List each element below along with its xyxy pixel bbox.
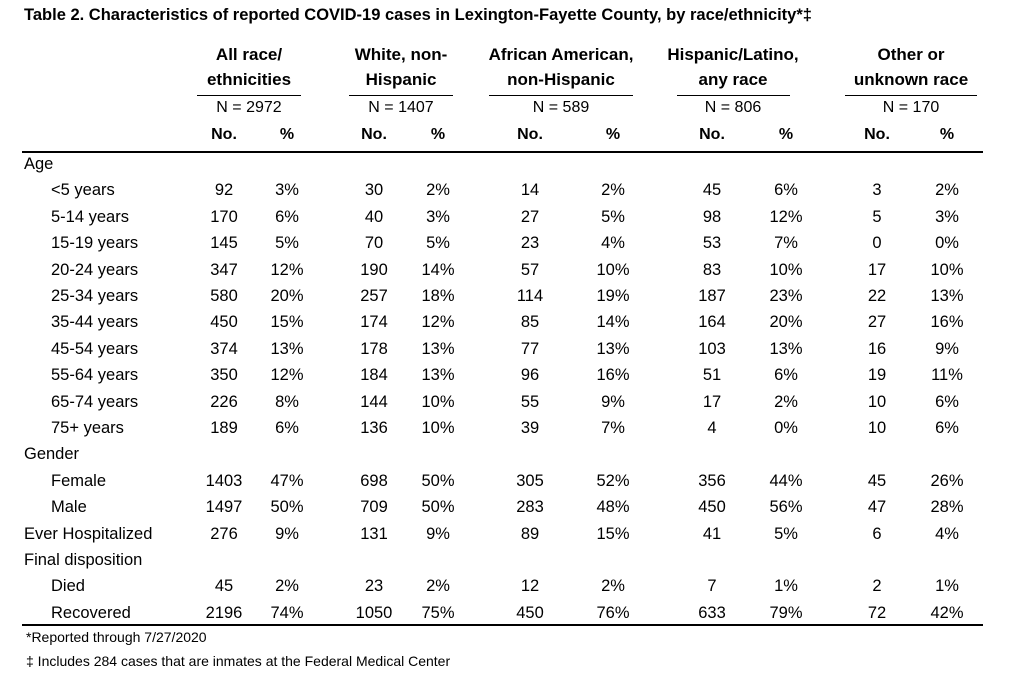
cell-percent: 12% bbox=[270, 366, 304, 385]
cell-count: 350 bbox=[210, 366, 238, 385]
col-header-pct: % bbox=[778, 126, 794, 143]
cell-count: 53 bbox=[702, 234, 722, 253]
group-header-3 bbox=[471, 42, 651, 92]
cell-percent: 6% bbox=[935, 392, 959, 411]
group-n: N = 806 bbox=[704, 99, 762, 116]
cell-count: 226 bbox=[210, 392, 238, 411]
cell-percent: 16% bbox=[596, 366, 630, 385]
group-header-line2: unknown race bbox=[853, 70, 969, 89]
group-header-line2: non-Hispanic bbox=[507, 70, 615, 89]
cell-percent: 50% bbox=[270, 498, 304, 517]
col-header-no: No. bbox=[211, 126, 237, 143]
cell-count: 89 bbox=[520, 524, 540, 543]
cell-percent: 13% bbox=[421, 366, 455, 385]
group-underline bbox=[489, 95, 633, 96]
cell-percent: 7% bbox=[774, 234, 798, 253]
cell-percent: 23% bbox=[769, 287, 803, 305]
cell-count: 51 bbox=[702, 366, 722, 385]
cell-percent: 12% bbox=[769, 207, 803, 226]
row-label: <5 years bbox=[51, 181, 115, 200]
cell-count: 57 bbox=[520, 260, 540, 279]
cell-percent: 16% bbox=[930, 313, 964, 332]
cell-percent: 13% bbox=[769, 339, 803, 358]
cell-count: 347 bbox=[210, 260, 238, 279]
cell-count: 136 bbox=[360, 419, 388, 437]
cell-percent: 4% bbox=[935, 524, 959, 543]
cell-count: 170 bbox=[210, 207, 238, 226]
cell-count: 450 bbox=[516, 603, 544, 622]
table-row bbox=[0, 601, 1024, 627]
cell-percent: 14% bbox=[421, 260, 455, 279]
cell-count: 5 bbox=[872, 207, 882, 226]
table-row bbox=[0, 574, 1024, 600]
group-header-line2: Hispanic bbox=[365, 70, 437, 89]
cell-count: 17 bbox=[867, 260, 887, 279]
cell-count: 1497 bbox=[205, 498, 243, 517]
cell-count: 17 bbox=[702, 392, 722, 411]
section-row bbox=[0, 522, 1024, 548]
cell-count: 27 bbox=[867, 313, 887, 332]
cell-count: 184 bbox=[360, 366, 388, 385]
cell-count: 145 bbox=[210, 234, 238, 253]
cell-count: 0 bbox=[872, 234, 882, 253]
group-header-line1: African American, bbox=[488, 45, 634, 64]
group-header-5 bbox=[821, 42, 1001, 92]
cell-percent: 13% bbox=[596, 339, 630, 358]
cell-count: 4 bbox=[707, 419, 717, 437]
table-row bbox=[0, 284, 1024, 310]
cell-percent: 10% bbox=[769, 260, 803, 279]
table-title: Table 2. Characteristics of reported COVID-19 cases in Lexington-Fayette County, by race/ethnicity*‡ bbox=[24, 6, 812, 24]
group-underline bbox=[845, 95, 977, 96]
cell-percent: 10% bbox=[421, 419, 455, 437]
cell-percent: 0% bbox=[935, 234, 959, 253]
col-header-pct: % bbox=[279, 126, 295, 143]
group-n: N = 1407 bbox=[368, 99, 434, 116]
cell-percent: 9% bbox=[426, 524, 450, 543]
group-underline bbox=[677, 95, 790, 96]
cell-count: 305 bbox=[516, 471, 544, 490]
row-label: Died bbox=[51, 577, 85, 596]
cell-count: 23 bbox=[364, 577, 384, 596]
row-label: Gender bbox=[24, 445, 80, 464]
cell-percent: 26% bbox=[930, 471, 964, 490]
cell-count: 14 bbox=[520, 181, 540, 200]
row-label: 5-14 years bbox=[51, 207, 129, 226]
cell-count: 257 bbox=[360, 287, 388, 305]
cell-percent: 6% bbox=[774, 181, 798, 200]
group-n: N = 170 bbox=[882, 99, 940, 116]
group-header-line1: Hispanic/Latino, bbox=[667, 45, 799, 64]
cell-percent: 75% bbox=[421, 603, 455, 622]
cell-count: 16 bbox=[867, 339, 887, 358]
cell-count: 450 bbox=[210, 313, 238, 332]
cell-count: 55 bbox=[520, 392, 540, 411]
table-row bbox=[0, 363, 1024, 389]
group-header-line1: Other or bbox=[877, 45, 945, 64]
cell-percent: 20% bbox=[769, 313, 803, 332]
cell-count: 6 bbox=[872, 524, 882, 543]
cell-count: 103 bbox=[698, 339, 726, 358]
row-label: 20-24 years bbox=[51, 260, 139, 279]
group-header-line1: White, non- bbox=[354, 45, 448, 64]
cell-count: 2196 bbox=[205, 603, 243, 622]
row-label: 45-54 years bbox=[51, 339, 139, 358]
cell-count: 22 bbox=[867, 287, 887, 305]
table-row bbox=[0, 231, 1024, 257]
cell-percent: 50% bbox=[421, 498, 455, 517]
row-label: 15-19 years bbox=[51, 234, 139, 253]
table-row bbox=[0, 469, 1024, 495]
cell-count: 27 bbox=[520, 207, 540, 226]
row-label: 65-74 years bbox=[51, 392, 139, 411]
cell-percent: 1% bbox=[774, 577, 798, 596]
col-header-no: No. bbox=[517, 126, 543, 143]
cell-percent: 1% bbox=[935, 577, 959, 596]
section-row bbox=[0, 152, 1024, 178]
group-header-2 bbox=[311, 42, 491, 92]
cell-count: 7 bbox=[707, 577, 717, 596]
cell-count: 45 bbox=[702, 181, 722, 200]
cell-count: 45 bbox=[867, 471, 887, 490]
cell-percent: 15% bbox=[270, 313, 304, 332]
cell-count: 12 bbox=[520, 577, 540, 596]
cell-percent: 7% bbox=[601, 419, 625, 437]
cell-count: 356 bbox=[698, 471, 726, 490]
cell-count: 1403 bbox=[205, 471, 243, 490]
cell-percent: 47% bbox=[270, 471, 304, 490]
cell-count: 92 bbox=[214, 181, 234, 200]
cell-percent: 52% bbox=[596, 471, 630, 490]
cell-percent: 11% bbox=[931, 366, 963, 385]
cell-count: 189 bbox=[210, 419, 238, 437]
cell-count: 19 bbox=[867, 366, 887, 385]
table-bottom-rule bbox=[22, 624, 983, 626]
table-row bbox=[0, 337, 1024, 363]
row-label: Male bbox=[51, 498, 87, 517]
cell-percent: 56% bbox=[769, 498, 803, 517]
cell-count: 40 bbox=[364, 207, 384, 226]
col-header-no: No. bbox=[699, 126, 725, 143]
table-row bbox=[0, 416, 1024, 442]
cell-percent: 2% bbox=[601, 577, 625, 596]
cell-percent: 15% bbox=[596, 524, 630, 543]
cell-percent: 0% bbox=[774, 419, 798, 437]
section-row bbox=[0, 548, 1024, 574]
cell-count: 698 bbox=[360, 471, 388, 490]
cell-count: 174 bbox=[360, 313, 388, 332]
table-row bbox=[0, 390, 1024, 416]
cell-count: 276 bbox=[210, 524, 238, 543]
col-header-no: No. bbox=[864, 126, 890, 143]
cell-percent: 2% bbox=[275, 577, 299, 596]
cell-count: 164 bbox=[698, 313, 726, 332]
cell-percent: 10% bbox=[421, 392, 455, 411]
cell-count: 72 bbox=[867, 603, 887, 622]
section-row bbox=[0, 442, 1024, 468]
cell-percent: 9% bbox=[935, 339, 959, 358]
cell-percent: 5% bbox=[774, 524, 798, 543]
cell-count: 283 bbox=[516, 498, 544, 517]
group-header-4 bbox=[643, 42, 823, 92]
table-row bbox=[0, 258, 1024, 284]
cell-percent: 3% bbox=[426, 207, 450, 226]
row-label: 35-44 years bbox=[51, 313, 139, 332]
cell-count: 23 bbox=[520, 234, 540, 253]
cell-count: 580 bbox=[210, 287, 238, 305]
cell-count: 10 bbox=[867, 419, 887, 437]
row-label: 25-34 years bbox=[51, 287, 139, 305]
cell-percent: 6% bbox=[935, 419, 959, 437]
cell-count: 70 bbox=[364, 234, 384, 253]
cell-percent: 6% bbox=[774, 366, 798, 385]
cell-percent: 12% bbox=[270, 260, 304, 279]
col-header-pct: % bbox=[605, 126, 621, 143]
cell-percent: 50% bbox=[421, 471, 455, 490]
table-row bbox=[0, 178, 1024, 204]
group-header-line1: All race/ bbox=[215, 45, 283, 64]
group-underline bbox=[197, 95, 301, 96]
cell-percent: 10% bbox=[596, 260, 630, 279]
cell-count: 114 bbox=[516, 287, 544, 305]
table-row bbox=[0, 310, 1024, 336]
cell-count: 190 bbox=[360, 260, 388, 279]
cell-percent: 18% bbox=[421, 287, 455, 305]
cell-count: 85 bbox=[520, 313, 540, 332]
cell-count: 45 bbox=[214, 577, 234, 596]
cell-count: 131 bbox=[360, 524, 388, 543]
cell-percent: 9% bbox=[275, 524, 299, 543]
cell-percent: 5% bbox=[426, 234, 450, 253]
group-header-line2: ethnicities bbox=[206, 70, 292, 89]
cell-count: 709 bbox=[360, 498, 388, 517]
cell-percent: 13% bbox=[421, 339, 455, 358]
cell-percent: 6% bbox=[275, 419, 299, 437]
col-header-pct: % bbox=[939, 126, 955, 143]
cell-percent: 44% bbox=[769, 471, 803, 490]
cell-count: 98 bbox=[702, 207, 722, 226]
cell-count: 3 bbox=[872, 181, 882, 200]
table-row bbox=[0, 205, 1024, 231]
cell-count: 83 bbox=[702, 260, 722, 279]
table-row bbox=[0, 495, 1024, 521]
cell-percent: 42% bbox=[930, 603, 964, 622]
row-label: Final disposition bbox=[24, 551, 143, 569]
row-label: Ever Hospitalized bbox=[24, 524, 153, 543]
row-label: Recovered bbox=[51, 603, 131, 622]
cell-percent: 2% bbox=[601, 181, 625, 200]
cell-percent: 2% bbox=[935, 181, 959, 200]
group-header-line2: any race bbox=[698, 70, 768, 89]
cell-percent: 19% bbox=[596, 287, 630, 305]
row-label: Female bbox=[51, 471, 107, 490]
cell-percent: 76% bbox=[596, 603, 630, 622]
cell-count: 10 bbox=[867, 392, 887, 411]
cell-percent: 74% bbox=[270, 603, 304, 622]
row-label: Age bbox=[24, 155, 54, 173]
footnote-reported: *Reported through 7/27/2020 bbox=[26, 629, 207, 645]
cell-percent: 20% bbox=[270, 287, 304, 305]
col-header-no: No. bbox=[361, 126, 387, 143]
cell-percent: 2% bbox=[774, 392, 798, 411]
cell-percent: 2% bbox=[426, 181, 450, 200]
cell-percent: 79% bbox=[769, 603, 803, 622]
cell-count: 144 bbox=[360, 392, 388, 411]
cell-percent: 48% bbox=[596, 498, 630, 517]
footnote-inmates: ‡ Includes 284 cases that are inmates at the Federal Medical Center bbox=[26, 653, 451, 669]
group-n: N = 2972 bbox=[216, 99, 282, 116]
cell-percent: 5% bbox=[601, 207, 625, 226]
cell-count: 96 bbox=[520, 366, 540, 385]
cell-percent: 9% bbox=[601, 392, 625, 411]
cell-percent: 14% bbox=[596, 313, 630, 332]
col-header-pct: % bbox=[430, 126, 446, 143]
cell-percent: 3% bbox=[275, 181, 299, 200]
cell-count: 2 bbox=[872, 577, 882, 596]
row-label: 75+ years bbox=[51, 419, 124, 437]
group-n: N = 589 bbox=[532, 99, 590, 116]
cell-percent: 13% bbox=[270, 339, 304, 358]
cell-count: 1050 bbox=[355, 603, 393, 622]
cell-percent: 5% bbox=[275, 234, 299, 253]
cell-count: 374 bbox=[210, 339, 238, 358]
group-underline bbox=[349, 95, 453, 96]
cell-count: 187 bbox=[698, 287, 726, 305]
cell-count: 450 bbox=[698, 498, 726, 517]
cell-count: 77 bbox=[520, 339, 540, 358]
cell-percent: 13% bbox=[930, 287, 964, 305]
cell-count: 30 bbox=[364, 181, 384, 200]
cell-percent: 10% bbox=[930, 260, 964, 279]
cell-percent: 4% bbox=[601, 234, 625, 253]
cell-percent: 28% bbox=[930, 498, 964, 517]
cell-count: 41 bbox=[702, 524, 722, 543]
cell-count: 39 bbox=[520, 419, 540, 437]
cell-percent: 8% bbox=[275, 392, 299, 411]
cell-percent: 12% bbox=[421, 313, 455, 332]
cell-count: 633 bbox=[698, 603, 726, 622]
cell-count: 47 bbox=[867, 498, 887, 517]
cell-percent: 2% bbox=[426, 577, 450, 596]
row-label: 55-64 years bbox=[51, 366, 139, 385]
cell-percent: 3% bbox=[935, 207, 959, 226]
cell-percent: 6% bbox=[275, 207, 299, 226]
cell-count: 178 bbox=[360, 339, 388, 358]
